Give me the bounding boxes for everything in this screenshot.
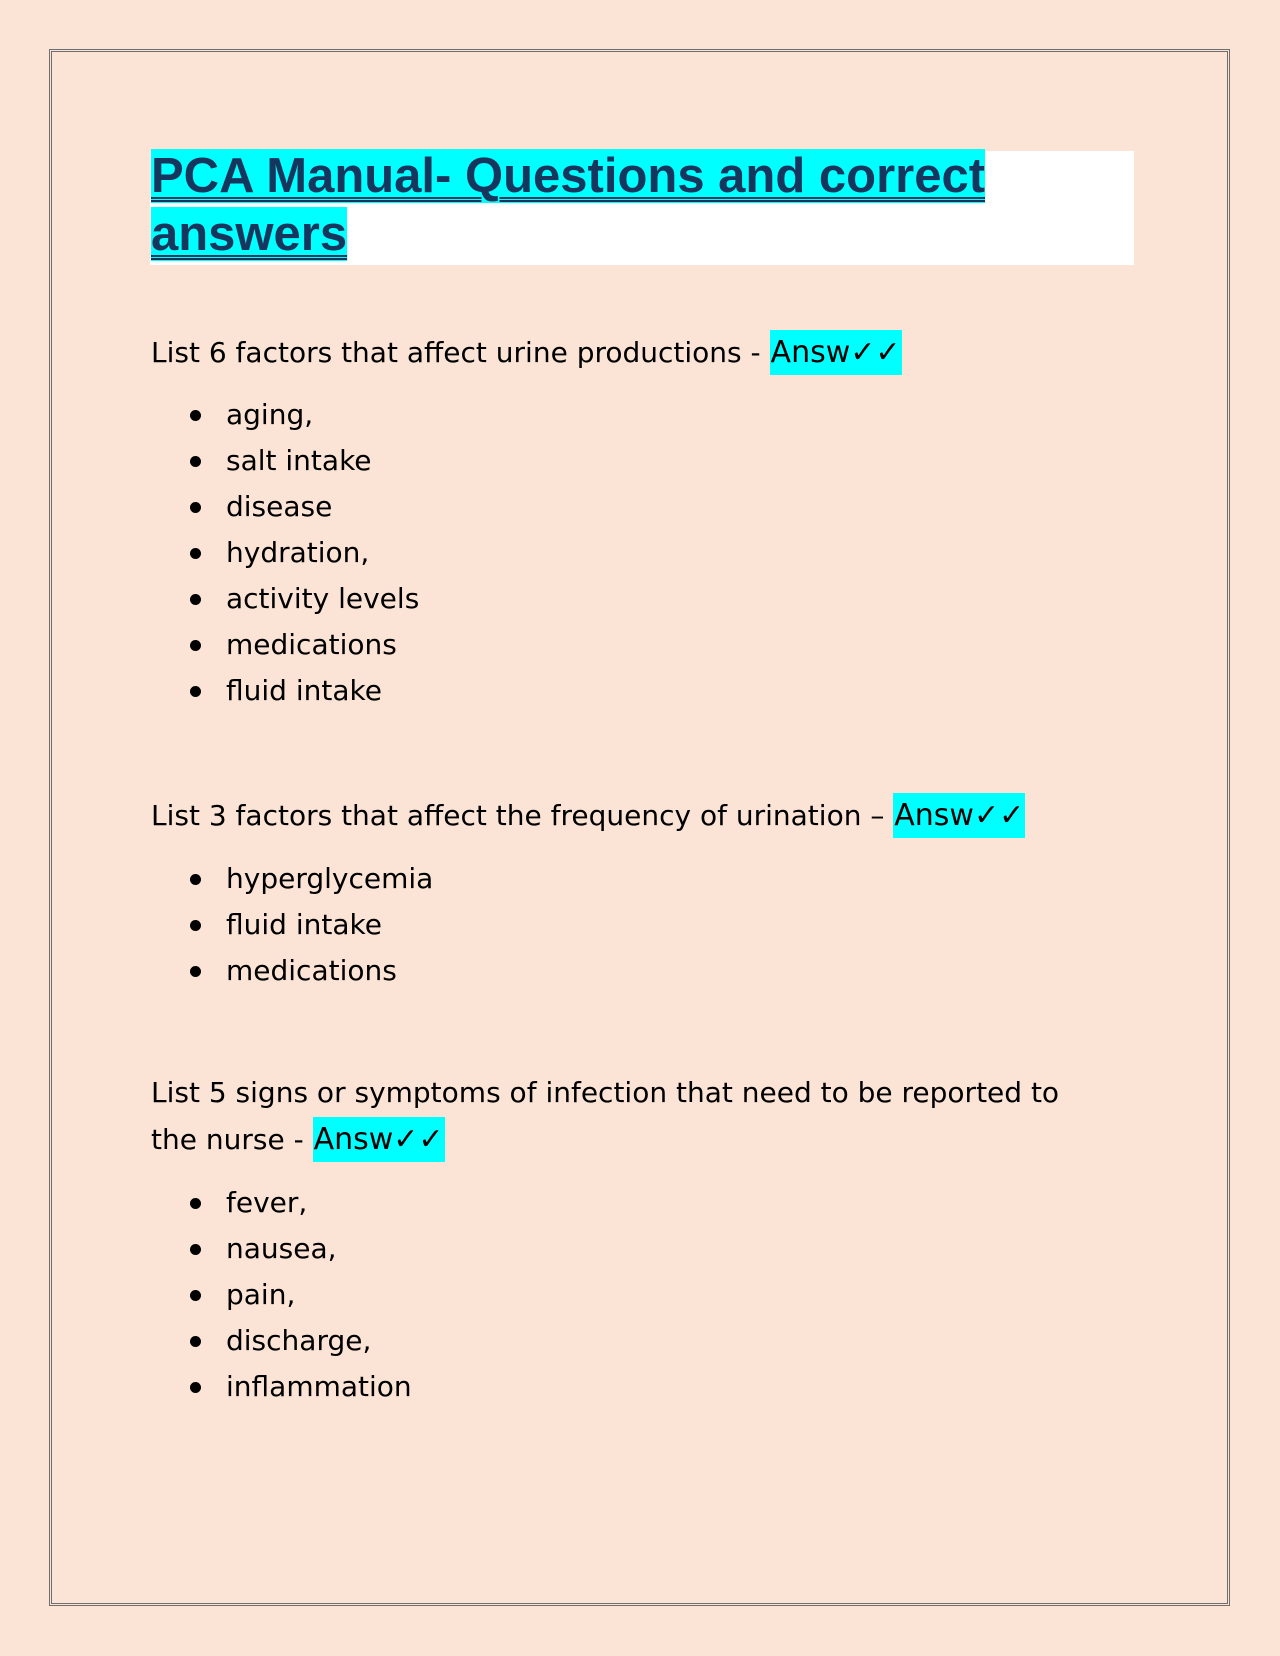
list-item-text: discharge,	[226, 1324, 372, 1357]
question-1	[151, 329, 902, 376]
answer-list-2	[151, 856, 433, 994]
answer-tag: Answ✓✓	[893, 793, 1025, 838]
list-item	[151, 1272, 412, 1318]
bullet-icon	[190, 410, 201, 421]
list-item-text: hyperglycemia	[226, 862, 434, 895]
bullet-icon	[190, 1198, 201, 1209]
list-item-text: inflammation	[226, 1370, 412, 1403]
list-item-text: nausea,	[226, 1232, 337, 1265]
list-item-text: pain,	[226, 1278, 296, 1311]
list-item-text: activity levels	[226, 582, 420, 615]
list-item-text: fluid intake	[226, 908, 382, 941]
list-item	[151, 622, 419, 668]
question-2-text: List 3 factors that affect the frequency of urination –	[151, 799, 894, 832]
bullet-icon	[190, 456, 201, 467]
question-1-text: List 6 factors that affect urine productions -	[151, 336, 770, 369]
list-item-text: disease	[226, 490, 333, 523]
list-item	[151, 438, 419, 484]
question-3-text: List 5 signs or symptoms of infection that need to be reported to the nurse -	[151, 1076, 1060, 1156]
question-2	[151, 792, 1025, 839]
bullet-icon	[190, 966, 201, 977]
list-item-text: medications	[226, 954, 397, 987]
list-item-text: fluid intake	[226, 674, 382, 707]
list-item	[151, 1180, 412, 1226]
list-item-text: aging,	[226, 398, 314, 431]
bullet-icon	[190, 594, 201, 605]
bullet-icon	[190, 920, 201, 931]
list-item	[151, 668, 419, 714]
bullet-icon	[190, 640, 201, 651]
list-item-text: fever,	[226, 1186, 308, 1219]
bullet-icon	[190, 1336, 201, 1347]
list-item	[151, 530, 419, 576]
list-item	[151, 1318, 412, 1364]
list-item-text: hydration,	[226, 536, 370, 569]
answer-list-1	[151, 392, 419, 714]
list-item-text: salt intake	[226, 444, 372, 477]
document-title-text: PCA Manual- Questions and correct answers	[151, 149, 986, 261]
bullet-icon	[190, 874, 201, 885]
list-item	[151, 392, 419, 438]
answer-tag: Answ✓✓	[770, 330, 902, 375]
list-item	[151, 1226, 412, 1272]
list-item	[151, 902, 433, 948]
list-item	[151, 1364, 412, 1410]
answer-list-3	[151, 1180, 412, 1410]
bullet-icon	[190, 1290, 201, 1301]
answer-tag: Answ✓✓	[313, 1117, 445, 1162]
question-3	[151, 1069, 1111, 1163]
bullet-icon	[190, 548, 201, 559]
list-item	[151, 576, 419, 622]
list-item-text: medications	[226, 628, 397, 661]
list-item	[151, 948, 433, 994]
bullet-icon	[190, 686, 201, 697]
bullet-icon	[190, 502, 201, 513]
bullet-icon	[190, 1244, 201, 1255]
bullet-icon	[190, 1382, 201, 1393]
list-item	[151, 484, 419, 530]
list-item	[151, 856, 433, 902]
document-title	[151, 147, 1111, 263]
